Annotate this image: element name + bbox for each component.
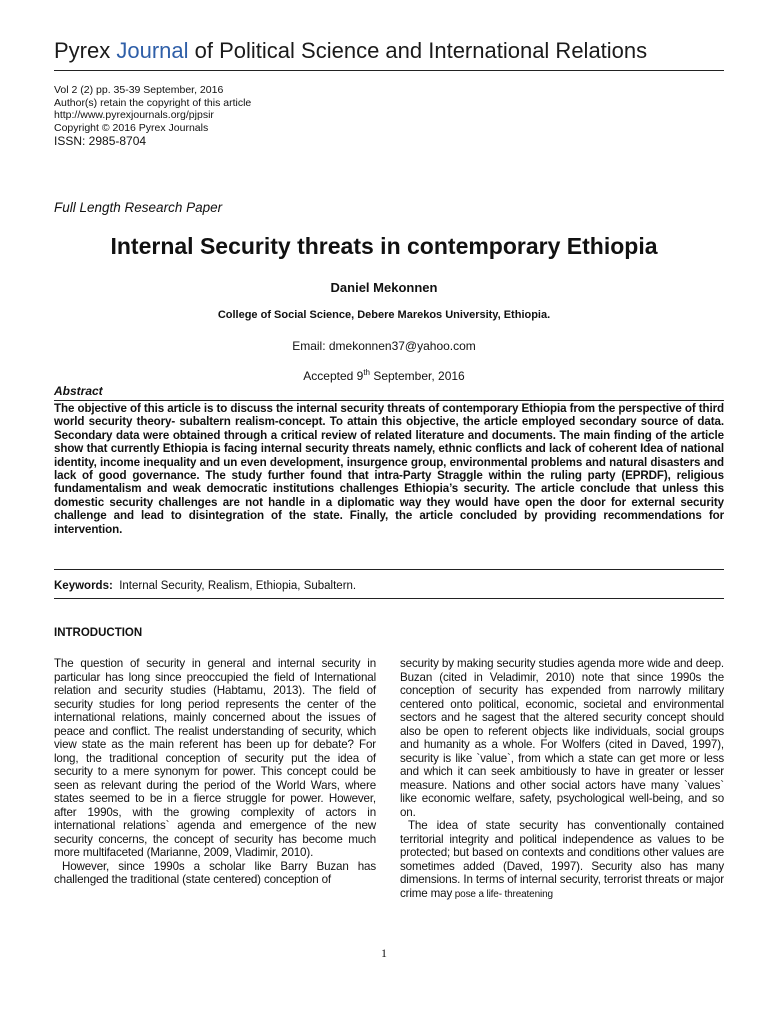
copyright-line: Copyright © 2016 Pyrex Journals [54, 121, 209, 134]
left-paragraph-1: The question of security in general and internal security in particular has long since preoccupied the field of International relation and security studies (Habtamu, 2013). The field of security studies for long period represents the center of the international relations, mainly concerned about the issues of peace and conflict. The realist understanding of security, which view state as the main referent has been up for debate? For long, the traditional conception of security put the idea of security to a mere synonym for power. This concept could be seen as relevant during the period of the World Wars, where states seemed to be in a fierce struggle for power. However, after 1990s, with the growing complexity of actors in international relations` agenda and emergence of the new security concerns, the concept of security has become much more multifaceted (Marianne, 2009, Vladimir, 2010). [54, 657, 376, 859]
right-paragraph-2 [400, 819, 724, 901]
journal-url: http://www.pyrexjournals.org/pjpsir [54, 109, 214, 122]
journal-title-suffix: of Political Science and International Relations [194, 38, 648, 63]
accepted-date [0, 368, 768, 383]
keywords-value: Internal Security, Realism, Ethiopia, Subaltern. [119, 580, 357, 592]
accepted-suffix: September, 2016 [369, 369, 465, 383]
accepted-sup: th [363, 368, 370, 377]
article-meta [54, 84, 251, 148]
journal-title [54, 38, 647, 64]
abstract-heading: Abstract [54, 384, 103, 398]
abstract-text: The objective of this article is to discuss the internal security threats of contemporary Ethiopia from the perspective of third world security theory- subaltern realism-concept. To attain this objective, the article employed secondary source of data. Secondary data were obtained through a critical review of related literature and documents. The main finding of the article show that currently Ethiopia is facing internal security threats namely, ethnic conflicts and lack of coherent Idea of national identity, income inequality and un even development, insurgence group, environmental problems and natural disasters and lack of good governance. The study further found that intra-Party Straggle within the ruling party (EPRDF), religious fundamentalism and weak democratic institutions challenges Ethiopia’s security. The article conclude that unless this domestic security challenges are not handle in a diplomatic way they would have open the door for external security challenge and lead to disintegration of the state. Finally, the article concluded by providing recommendations for intervention. [54, 402, 724, 536]
accepted-prefix: Accepted 9 [303, 369, 364, 383]
keywords-rule [54, 598, 724, 599]
rights-line: Author(s) retain the copyright of this article [54, 96, 252, 109]
paper-type: Full Length Research Paper [54, 200, 223, 215]
author-email: Email: dmekonnen37@yahoo.com [292, 339, 476, 353]
left-column [54, 657, 376, 887]
right-column [400, 657, 724, 901]
right-paragraph-1: security by making security studies agenda more wide and deep. Buzan (cited in Veladimir, 2010) note that since 1990s the conception of security has expended from narrowly military centered onto political, economic, societal and environmental sectors and he sagest that the altered security concept should also be open to referent objects like individuals, social groups and humanity as a whole. For Wolfers (cited in Daved, 1997), security is like `value`, from which a state can get more or less and which it can seek ambitiously to have in greater or lesser measure. Nations and other social actors have many `values` like economic welfare, safety, psychological well-being, and so on. [400, 657, 724, 819]
right-paragraph-2-text: The idea of state security has conventionally contained territorial integrity and political independence as values to be protected; but based on contexts and conditions other values are sometimes added (Daved, 1997). Security also has many dimensions. In terms of internal security, terrorist threats or major crime may [400, 819, 724, 900]
keywords-label: Keywords: [54, 580, 113, 592]
author-name: Daniel Mekonnen [330, 280, 438, 295]
left-paragraph-2: However, since 1990s a scholar like Barry Buzan has challenged the traditional (state centered) conception of [54, 859, 376, 886]
issn-line: ISSN: 2985-8704 [54, 134, 147, 149]
introduction-heading: INTRODUCTION [54, 627, 143, 639]
right-paragraph-2-tail: pose a life- threatening [452, 888, 553, 900]
journal-title-accent: Journal [116, 38, 189, 63]
journal-title-prefix: Pyrex [54, 38, 111, 63]
page-number: 1 [381, 946, 387, 960]
keywords [54, 580, 356, 592]
header-rule [54, 70, 724, 71]
author-affiliation: College of Social Science, Debere Marekos University, Ethiopia. [217, 309, 551, 321]
abstract-bottom-rule [54, 569, 724, 570]
volume-line: Vol 2 (2) pp. 35-39 September, 2016 [54, 84, 224, 96]
abstract-top-rule [54, 400, 724, 401]
paper-title: Internal Security threats in contemporary Ethiopia [110, 233, 658, 259]
